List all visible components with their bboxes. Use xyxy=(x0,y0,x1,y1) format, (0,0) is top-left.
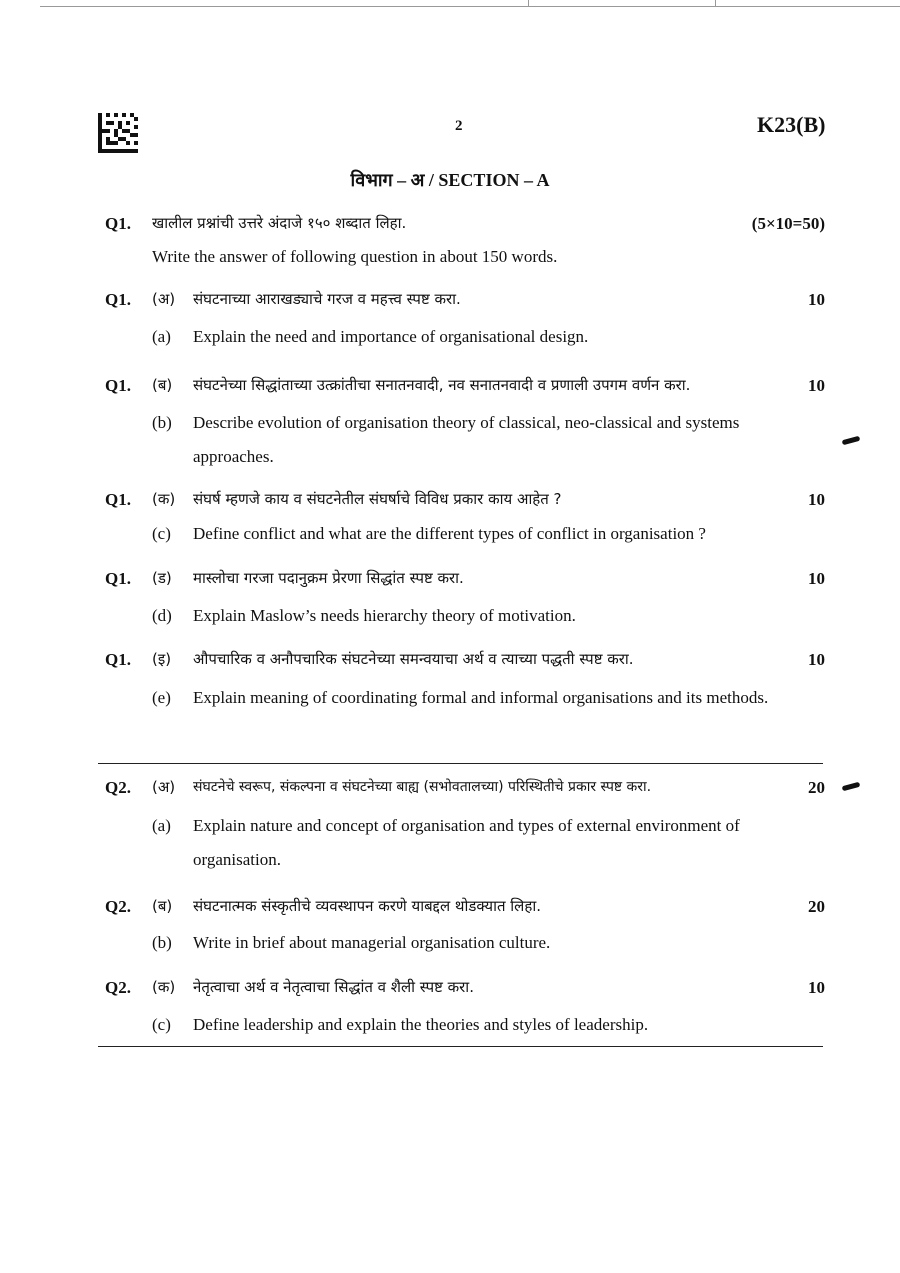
question-text-english: Explain the need and importance of organisational design. xyxy=(193,327,589,346)
question-number: Q1. xyxy=(105,290,131,309)
section-divider xyxy=(98,763,823,764)
marks: 10 xyxy=(808,490,825,509)
end-divider xyxy=(98,1046,823,1047)
marks: 10 xyxy=(808,290,825,309)
sub-label: (इ) xyxy=(152,650,172,668)
question-text-english: Explain Maslow’s needs hierarchy theory of motivation. xyxy=(193,606,576,625)
question-number: Q2. xyxy=(105,978,131,997)
sub-label: (a) xyxy=(152,327,171,346)
question-text-english: Write in brief about managerial organisation culture. xyxy=(193,933,551,952)
question-text-english: Define conflict and what are the different types of conflict in organisation ? xyxy=(193,524,706,543)
sub-label: (b) xyxy=(152,413,172,432)
sub-label: (d) xyxy=(152,606,172,625)
marks: 20 xyxy=(808,778,825,797)
marks: 10 xyxy=(808,978,825,997)
question-number: Q2. xyxy=(105,778,131,797)
sub-label: (ब) xyxy=(152,897,173,915)
question-number: Q1. xyxy=(105,376,131,395)
question-text-marathi: संघटनेचे स्वरूप, संकल्पना व संघटनेच्या बाह्य (सभोवतालच्या) परिस्थितीचे प्रकार स्पष्ट करा. xyxy=(193,779,652,795)
marks: 10 xyxy=(808,376,825,395)
question-text-marathi: औपचारिक व अनौपचारिक संघटनेच्या समन्वयाचा अर्थ व त्याच्या पद्धती स्पष्ट करा. xyxy=(193,650,634,668)
question-number: Q1. xyxy=(105,490,131,509)
sub-label: (c) xyxy=(152,524,171,543)
sub-label: (अ) xyxy=(152,290,176,308)
question-number: Q1. xyxy=(105,569,131,588)
sub-label: (e) xyxy=(152,688,171,707)
sub-label: (ड) xyxy=(152,569,172,587)
instruction-row xyxy=(0,207,900,240)
paper-code: K23(B) xyxy=(757,112,826,137)
question-text-marathi: संघटनाच्या आराखड्याचे गरज व महत्त्व स्पष्ट करा. xyxy=(193,290,461,308)
question-text-marathi: संघटनेच्या सिद्धांताच्या उत्क्रांतीचा सनातनवादी, नव सनातनवादी व प्रणाली उपगम वर्णन करा. xyxy=(193,376,691,394)
question-number: Q1. xyxy=(105,214,131,233)
page-number: 2 xyxy=(455,118,463,134)
marks: 10 xyxy=(808,569,825,588)
marks: 20 xyxy=(808,897,825,916)
question-text-english: Define leadership and explain the theories and styles of leadership. xyxy=(193,1015,649,1034)
question-text-english: Explain meaning of coordinating formal and informal organisations and its methods. xyxy=(193,688,769,707)
marks: 10 xyxy=(808,650,825,669)
question-text-marathi: संघटनात्मक संस्कृतीचे व्यवस्थापन करणे याबद्दल थोडक्यात लिहा. xyxy=(193,897,541,915)
question-text-marathi: नेतृत्वाचा अर्थ व नेतृत्वाचा सिद्धांत व शैली स्पष्ट करा. xyxy=(193,978,474,996)
instruction-marks: (5×10=50) xyxy=(751,214,825,233)
question-text-marathi: मास्लोचा गरजा पदानुक्रम प्रेरणा सिद्धांत स्पष्ट करा. xyxy=(193,569,464,587)
question-number: Q1. xyxy=(105,650,131,669)
sub-label: (क) xyxy=(152,978,176,996)
sub-label: (क) xyxy=(152,490,176,508)
question-text-marathi: संघर्ष म्हणजे काय व संघटनेतील संघर्षाचे विविध प्रकार काय आहेत ? xyxy=(193,490,562,508)
sub-label: (a) xyxy=(152,816,171,835)
top-border-line xyxy=(40,6,900,7)
margin-mark xyxy=(842,782,861,791)
sub-label: (b) xyxy=(152,933,172,952)
sub-label: (c) xyxy=(152,1015,171,1034)
margin-mark xyxy=(842,436,861,445)
top-border-tick xyxy=(715,0,716,6)
section-title: विभाग – अ / SECTION – A xyxy=(350,170,550,190)
question-text-english: Explain nature and concept of organisation and types of external environment of organisation. xyxy=(193,816,740,869)
top-border-tick xyxy=(528,0,529,6)
sub-label: (अ) xyxy=(152,778,176,796)
instruction-english: Write the answer of following question in about 150 words. xyxy=(152,247,558,266)
question-text-english: Describe evolution of organisation theory of classical, neo-classical and systems approaches. xyxy=(193,413,740,466)
instruction-marathi: खालील प्रश्नांची उत्तरे अंदाजे १५० शब्दात लिहा. xyxy=(152,214,407,232)
question-number: Q2. xyxy=(105,897,131,916)
sub-label: (ब) xyxy=(152,376,173,394)
barcode-icon xyxy=(98,113,138,153)
